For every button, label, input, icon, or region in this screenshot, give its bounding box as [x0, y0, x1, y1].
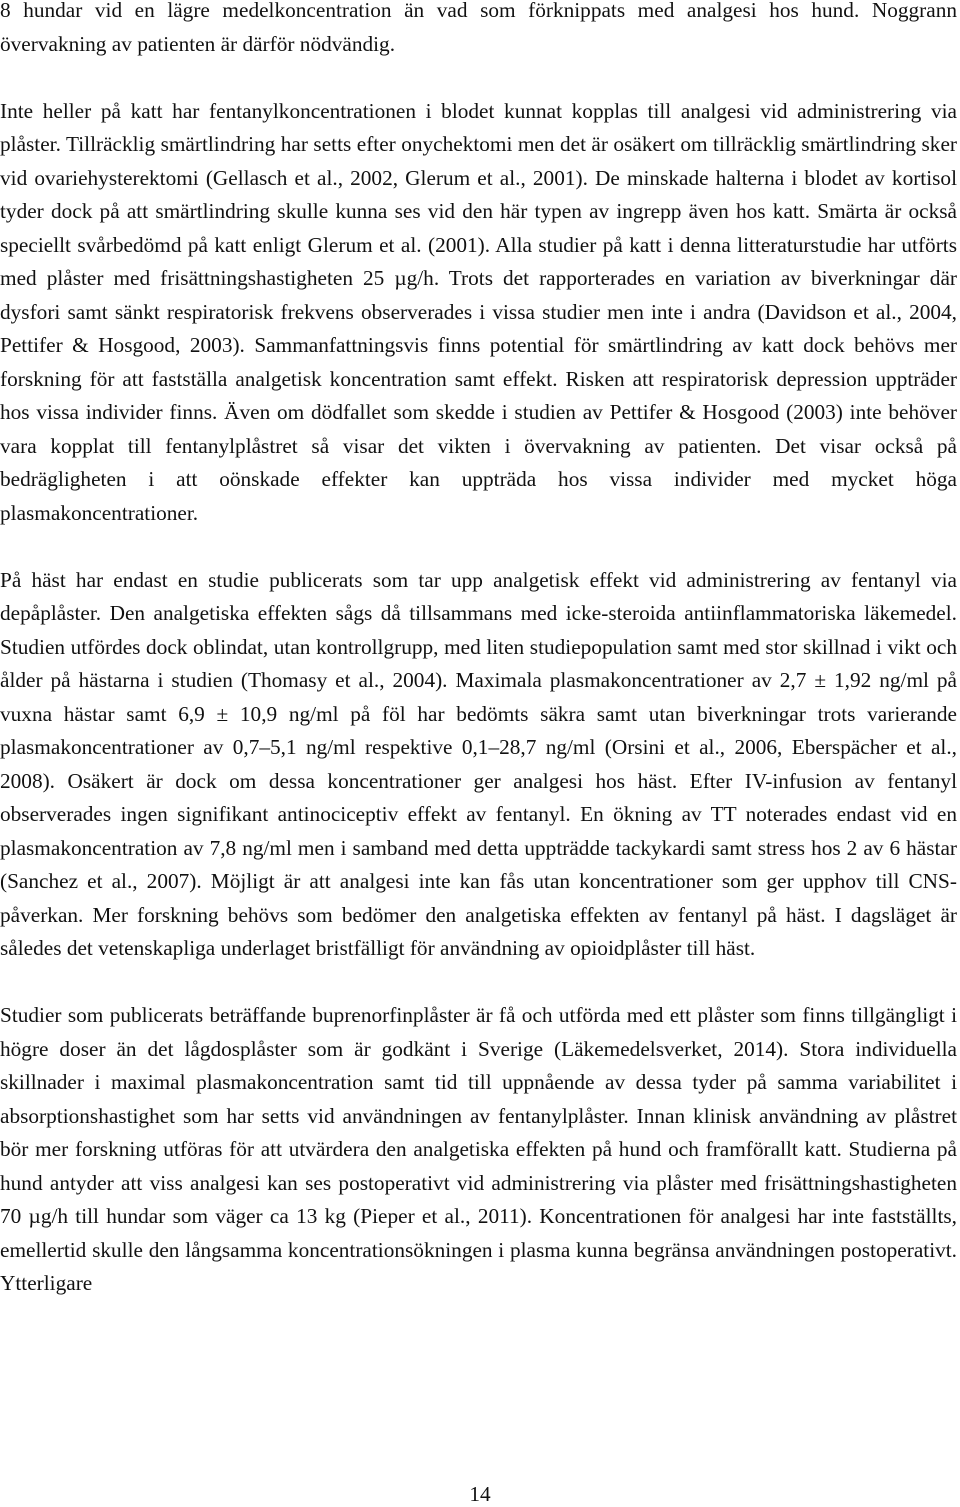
paragraph-horse: På häst har endast en studie publicerats som tar upp analgetisk effekt vid administrering av fentanyl via depåplåster. Den analgetiska effekten sågs då tillsammans med icke-steroida antiinflammatoriska läkemedel. Studien utfördes dock oblindat, utan kontrollgrupp, med liten studiepopulation samt med stor skillnad i vikt och ålder på hästarna i studien (Thomasy et al., 2004). Maximala plasmakoncentrationer av 2,7 ± 1,92 ng/ml på vuxna hästar samt 6,9 ± 10,9 ng/ml på föl har bedömts säkra samt utan biverkningar trots varierande plasmakoncentrationer av 0,7–5,1 ng/ml respektive 0,1–28,7 ng/ml (Orsini et al., 2006, Eberspächer et al., 2008). Osäkert är dock om dessa koncentrationer ger analgesi hos häst. Efter IV-infusion av fentanyl observerades ingen signifikant antinociceptiv effekt av fentanyl. En ökning av TT noterades endast vid en plasmakoncentration av 7,8 ng/ml men i samband med detta uppträdde tackykardi samt stress hos 2 av 6 hästar (Sanchez et al., 2007). Möjligt är att analgesi inte kan fås utan koncentrationer som ger upphov till CNS-påverkan. Mer forskning behövs som bedömer den analgetiska effekten av fentanyl på häst. I dagsläget är således det vetenskapliga underlaget bristfälligt för användning av opioidplåster till häst.: [0, 567, 957, 960]
paragraph-buprenorphine: Studier som publicerats beträffande buprenorfinplåster är få och utförda med ett plåster som finns tillgängligt i högre doser än det lågdosplåster som är godkänt i Sverige (Läkemedelsverket, 2014). Stora individuella skillnader i maximal plasmakoncentration samt tid till uppnående av dessa tyder på samma variabilitet i absorptionshastighet som har setts vid användningen av fentanylplåster. Innan klinisk användning av plåstret bör mer forskning utföras för att utvärdera den analgetiska effekten på hund och framförallt katt. Studierna på hund antyder att viss analgesi kan ses postoperativt vid administrering via plåster med frisättningshastigheten 70 µg/h till hundar som väger ca 13 kg (Pieper et al., 2011). Koncentrationen för analgesi har inte fastställts, emellertid skulle den långsamma koncentrationsökningen i plasma kunna begränsa användningen postoperativt. Ytterligare: [0, 1003, 957, 1295]
paragraph-gap: [0, 966, 957, 1000]
paragraph-cat: Inte heller på katt har fentanylkoncentrationen i blodet kunnat kopplas till analgesi vid administrering via plåster. Tillräcklig smärtlindring har setts efter onychektomi men det är osäkert om tillräcklig smärtlindring sker vid ovariehysterektomi (Gellasch et al., 2002, Glerum et al., 2001). De minskade halterna i blodet av kortisol tyder dock på att smärtlindring skulle kunna ses vid den här typen av ingrepp även hos katt. Smärta är också speciellt svårbedömd på katt enligt Glerum et al. (2001). Alla studier på katt i denna litteraturstudie har utförts med plåster med frisättningshastigheten 25 µg/h. Trots det rapporterades en variation av biverkningar där dysfori samt sänkt respiratorisk frekvens observerades i vissa studier men inte i andra (Davidson et al., 2004, Pettifer & Hosgood, 2003). Sammanfattningsvis finns potential för smärtlindring av katt dock behövs mer forskning för att fastställa analgetisk koncentration samt effekt. Risken att respiratorisk depression uppträder hos vissa individer finns. Även om dödfallet som skedde i studien av Pettifer & Hosgood (2003) inte behöver vara kopplat till fentanylplåstret så visar det vikten i övervakning av patienten. Det visar också på bedrägligheten i att oönskade effekter kan uppträda hos vissa individer med mycket höga plasmakoncentrationer.: [0, 98, 957, 525]
paragraph-gap: [0, 530, 957, 564]
paragraph-gap: [0, 61, 957, 95]
page-number: 14: [469, 1482, 491, 1506]
paragraph-dog-continuation: 8 hundar vid en lägre medelkoncentration än vad som förknippats med analgesi hos hund. Noggrann övervakning av patienten är därför nödvändig.: [0, 0, 957, 56]
